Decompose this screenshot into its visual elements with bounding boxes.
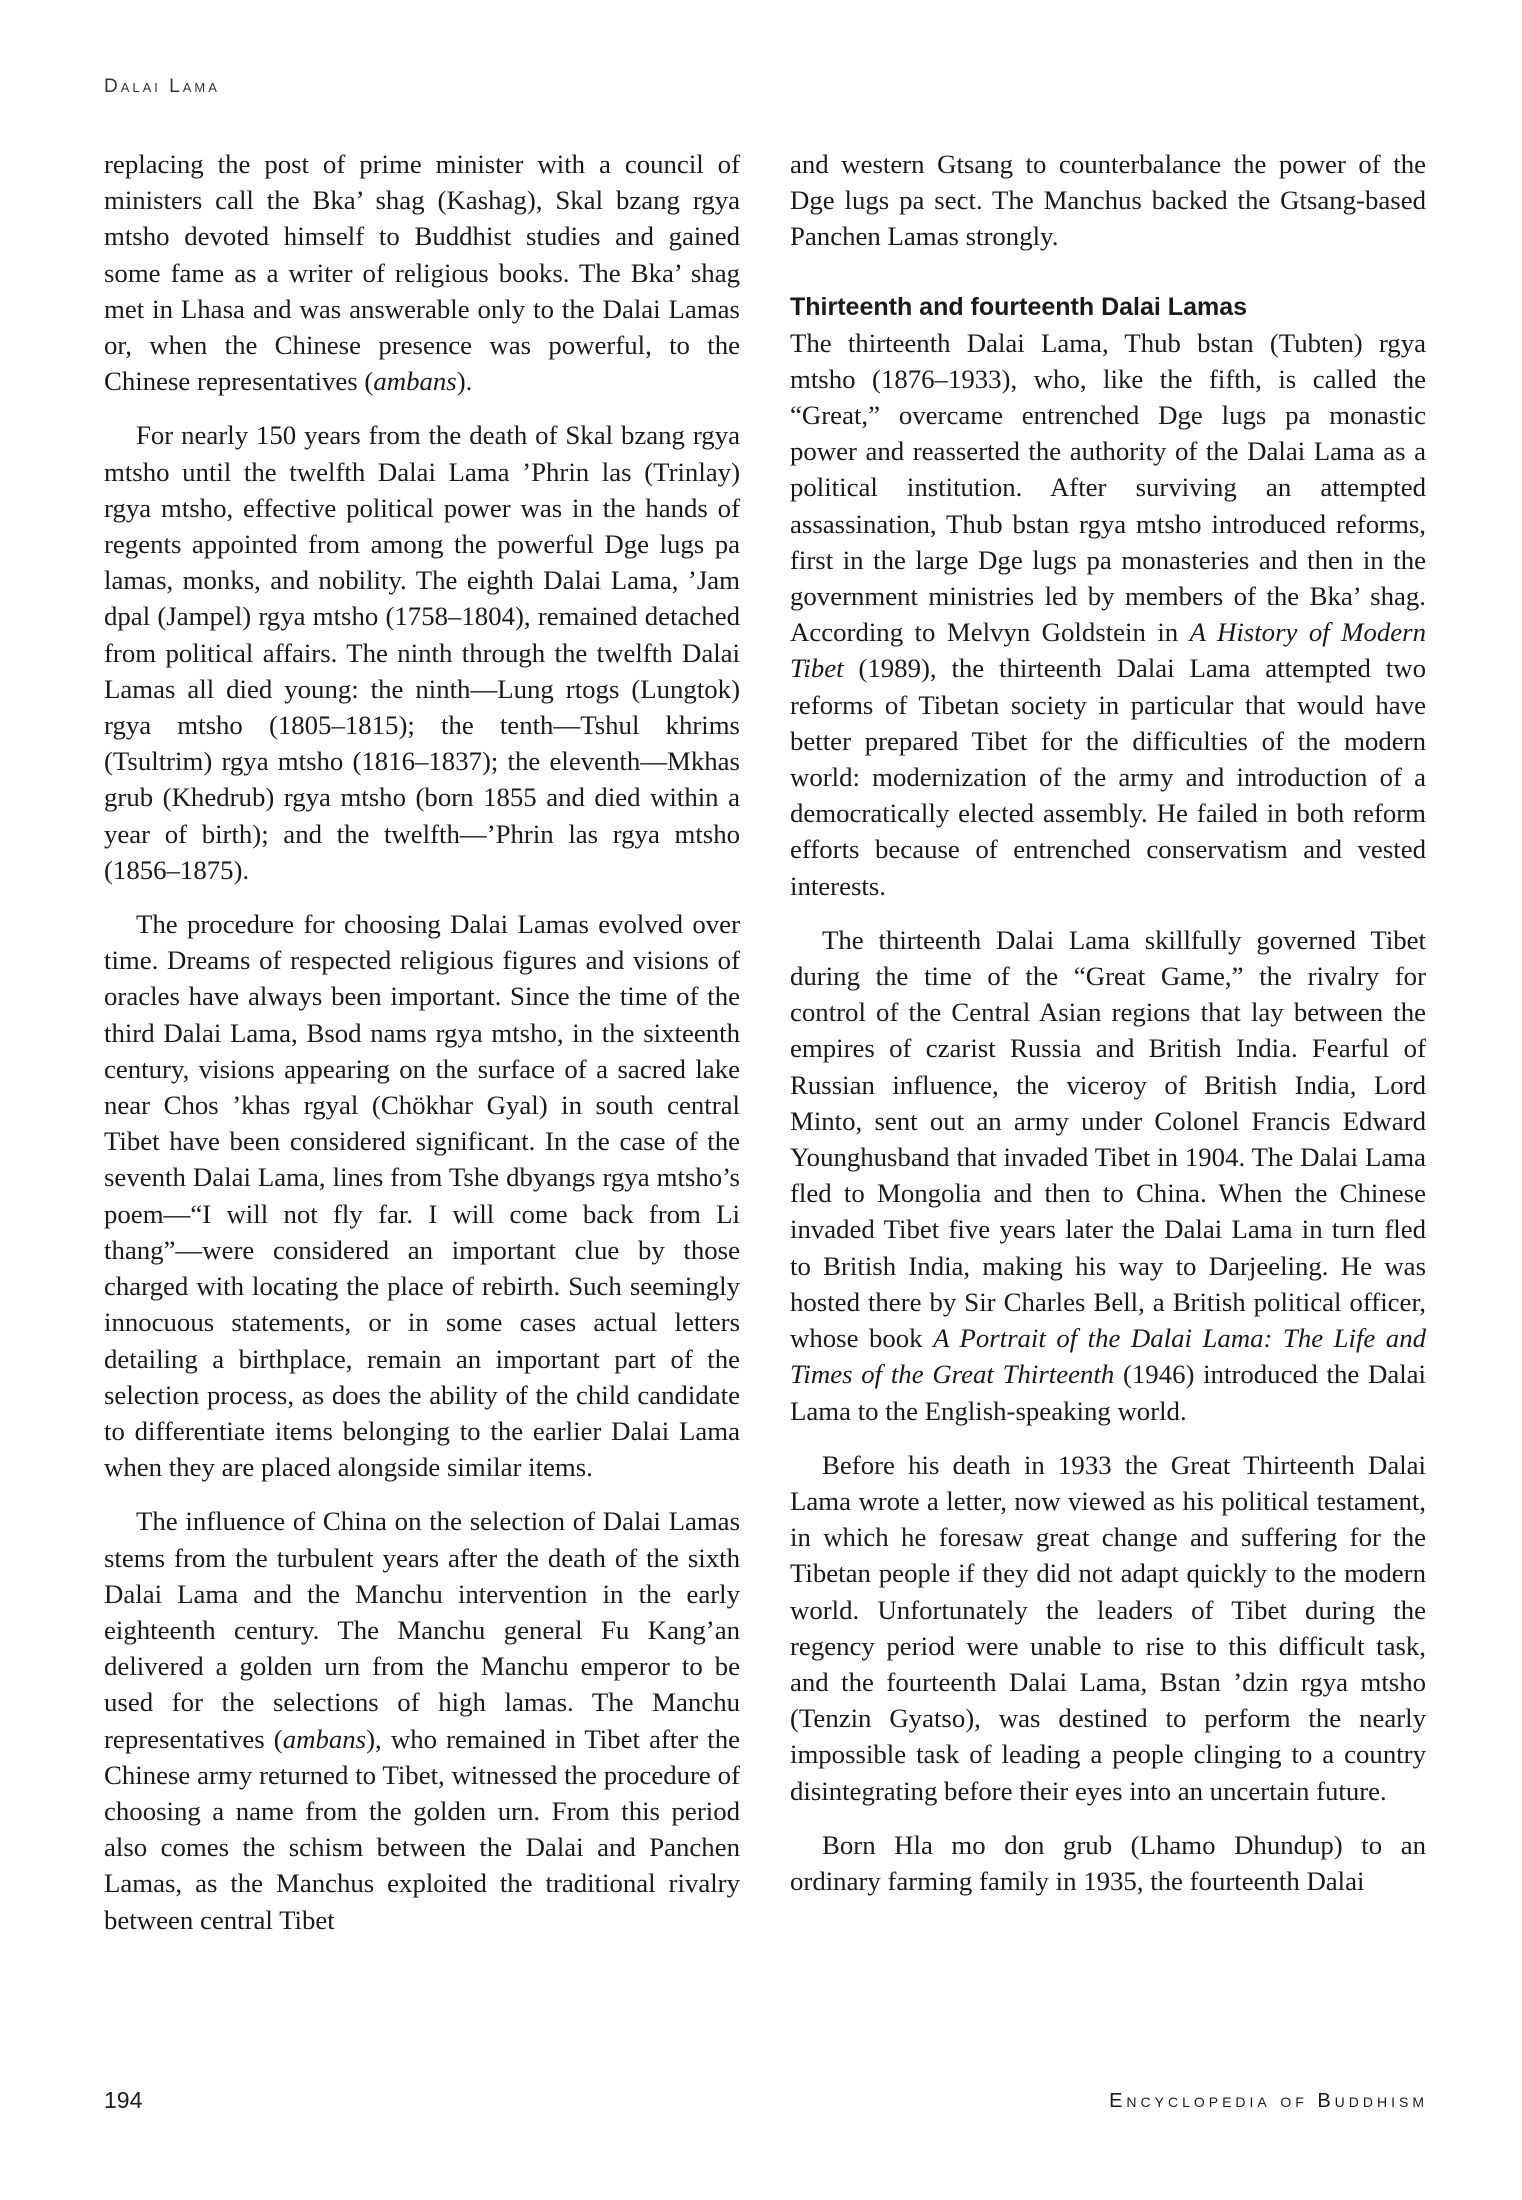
paragraph: Born Hla mo don grub (Lhamo Dhundup) to an ordinary farming family in 1935, the fourteenth Dalai bbox=[790, 1829, 1426, 1896]
paragraph: The procedure for choosing Dalai Lamas evolved over time. Dreams of respected religious figures and visions of oracles have always been important. Since the time of the third Dalai Lama, Bsod nams rgya mtsho, in the sixteenth century, visions appearing on the surface of a sacred lake near Chos ’khas rgyal (Chökhar Gyal) in south central Tibet have been considered significant. In the case of the seventh Dalai Lama, lines from Tshe dbyangs rgya mtsho’s poem—“I will not fly far. I will come back from Li thang”—were considered an important clue by those charged with locating the place of rebirth. Such seemingly innocuous statements, or in some cases actual letters detailing a birthplace, remain an important part of the selection process, as does the ability of the child candidate to differentiate items belonging to the earlier Dalai Lama when they are placed alongside similar items. bbox=[104, 909, 740, 1483]
paragraph: replacing the post of prime minister with a council of ministers call the Bka’ shag (Kashag), Skal bzang rgya mtsho devoted himself to Buddhist studies and gained some fame as a writer of religious books. The Bka’ shag met in Lhasa and was answerable only to the Dalai Lamas or, when the Chinese presence was powerful, to the Chinese representatives (ambans). bbox=[104, 149, 740, 397]
paragraph: The influence of China on the selection of Dalai Lamas stems from the turbulent years after the death of the sixth Dalai Lama and the Manchu intervention in the early eighteenth century. The Manchu general Fu Kang’an delivered a golden urn from the Manchu emperor to be used for the selections of high lamas. The Manchu representatives (ambans), who remained in Tibet after the Chinese army returned to Tibet, witnessed the procedure of choosing a name from the golden urn. From this period also comes the schism between the Dalai and Panchen Lamas, as the Manchus exploited the traditional rivalry between central Tibet bbox=[104, 1506, 740, 1935]
left-column bbox=[104, 146, 740, 1956]
paragraph: The thirteenth Dalai Lama skillfully governed Tibet during the time of the “Great Game,” the rivalry for control of the Central Asian regions that lay between the empires of czarist Russia and British India. Fearful of Russian influence, the viceroy of British India, Lord Minto, sent out an army under Colonel Francis Edward Younghusband that invaded Tibet in 1904. The Dalai Lama fled to Mongolia and then to China. When the Chinese invaded Tibet five years later the Dalai Lama in turn fled to British India, making his way to Darjeeling. He was hosted there by Sir Charles Bell, a British political officer, whose book A Portrait of the Dalai Lama: The Life and Times of the Great Thirteenth (1946) introduced the Dalai Lama to the English-speaking world. bbox=[790, 924, 1426, 1426]
paragraph: The thirteenth Dalai Lama, Thub bstan (Tubten) rgya mtsho (1876–1933), who, like the fifth, is called the “Great,” overcame entrenched Dge lugs pa monastic power and reasserted the authority of the Dalai Lama as a political institution. After surviving an attempted assassination, Thub bstan rgya mtsho introduced reforms, first in the large Dge lugs pa monasteries and then in the government ministries led by members of the Bka’ shag. According to Melvyn Goldstein in A History of Modern Tibet (1989), the thirteenth Dalai Lama attempted two reforms of Tibetan society in particular that would have better prepared Tibet for the difficulties of the modern world: modernization of the army and introduction of a democratically elected assembly. He failed in both reform efforts because of entrenched conservatism and vested interests. bbox=[790, 327, 1426, 901]
section-heading: Thirteenth and fourteenth Dalai Lamas bbox=[790, 292, 1248, 321]
page-number: 194 bbox=[104, 2087, 143, 2113]
right-column bbox=[790, 146, 1426, 1917]
paragraph: For nearly 150 years from the death of Skal bzang rgya mtsho until the twelfth Dalai Lama ’Phrin las (Trinlay) rgya mtsho, effective political power was in the hands of regents appointed from among the powerful Dge lugs pa lamas, monks, and nobility. The eighth Dalai Lama, ’Jam dpal (Jampel) rgya mtsho (1758–1804), remained detached from political affairs. The ninth through the twelfth Dalai Lamas all died young: the ninth—Lung rtogs (Lungtok) rgya mtsho (1805–1815); the tenth—Tshul khrims (Tsultrim) rgya mtsho (1816–1837); the eleventh—Mkhas grub (Khedrub) rgya mtsho (born 1855 and died within a year of birth); and the twelfth—’Phrin las rgya mtsho (1856–1875). bbox=[104, 420, 740, 885]
paragraph: and western Gtsang to counterbalance the power of the Dge lugs pa sect. The Manchus backed the Gtsang-based Panchen Lamas strongly. bbox=[790, 149, 1426, 252]
book-title: Encyclopedia of Buddhism bbox=[1109, 2090, 1428, 2112]
running-head: Dalai Lama bbox=[104, 76, 220, 97]
paragraph: Before his death in 1933 the Great Thirteenth Dalai Lama wrote a letter, now viewed as his political testament, in which he foresaw great change and suffering for the Tibetan people if they did not adapt quickly to the modern world. Unfortunately the leaders of Tibet during the regency period were unable to rise to this difficult task, and the fourteenth Dalai Lama, Bstan ’dzin rgya mtsho (Tenzin Gyatso), was destined to perform the nearly impossible task of leading a people clinging to a country disintegrating before their eyes into an uncertain future. bbox=[790, 1449, 1426, 1806]
